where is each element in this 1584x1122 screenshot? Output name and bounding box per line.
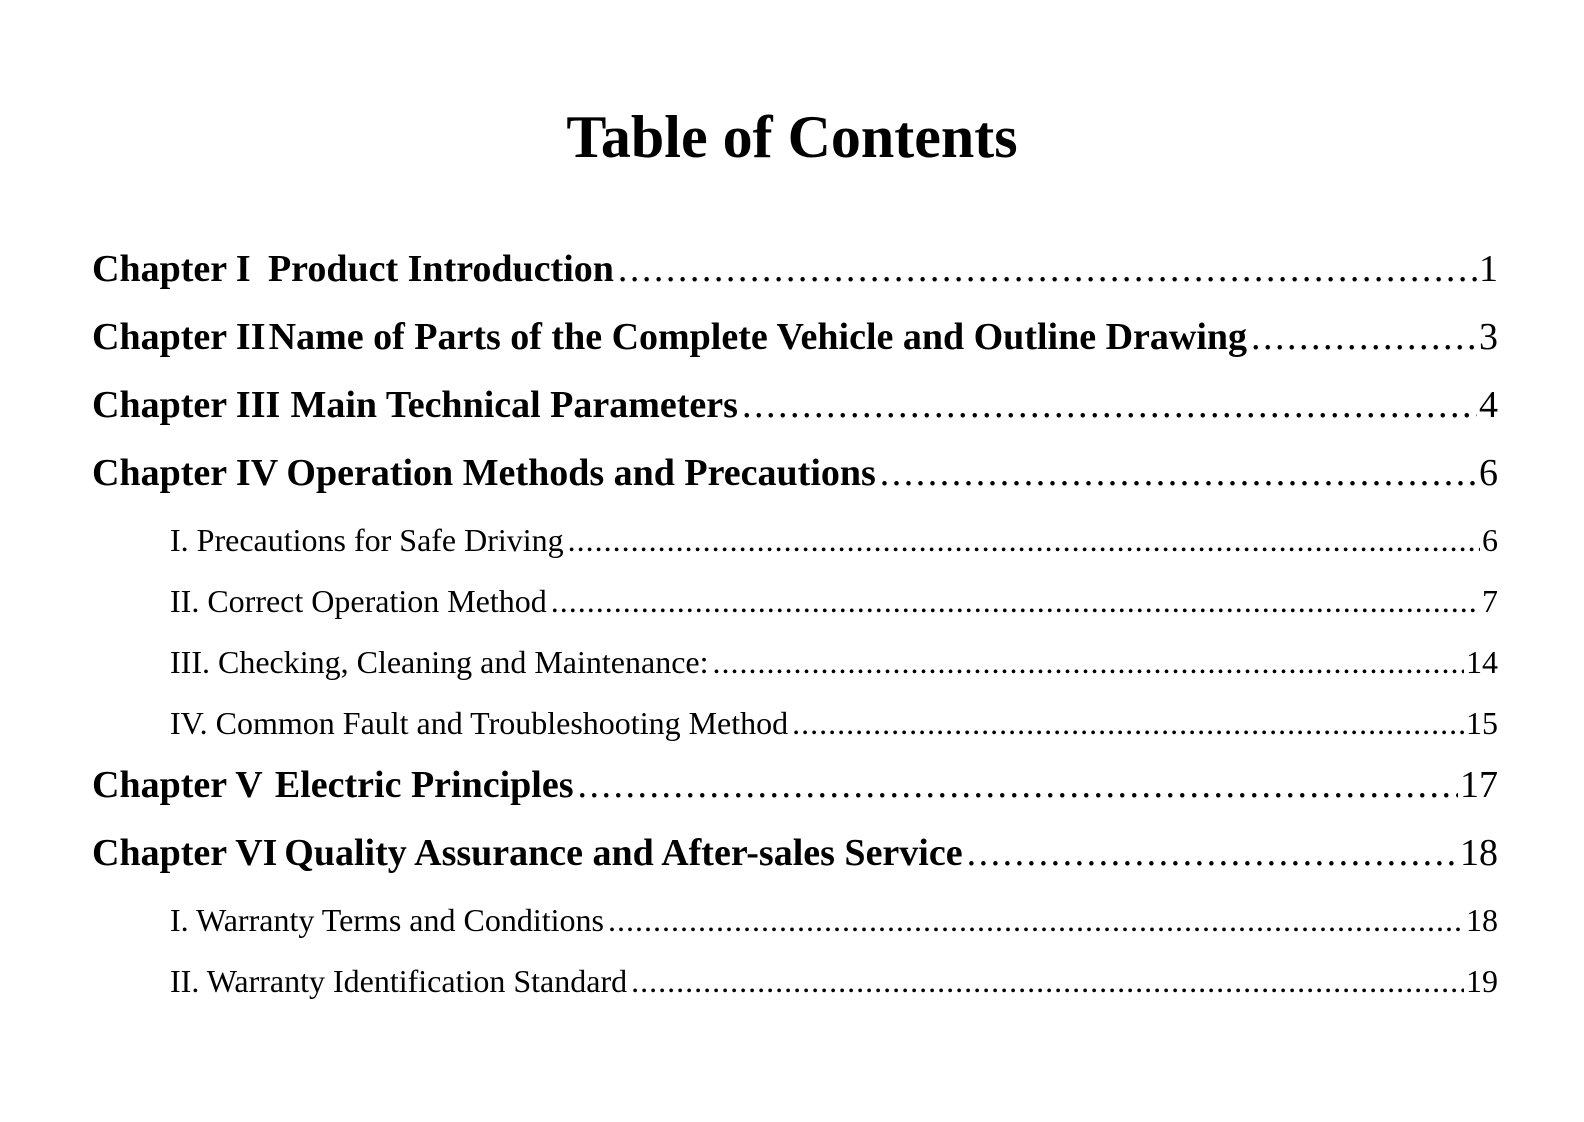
toc-section-4-4[interactable] [92, 693, 1498, 754]
dot-leader [742, 374, 1477, 436]
dot-leader [792, 693, 1464, 753]
chapter-title: Product Introduction [267, 248, 614, 290]
section-title: III. Checking, Cleaning and Maintenance: [170, 644, 709, 680]
chapter-label: Chapter I [92, 248, 251, 290]
page-number: 1 [1479, 248, 1498, 290]
section-title: IV. Common Fault and Troubleshooting Method [170, 705, 789, 741]
toc-chapter-5[interactable] [92, 754, 1498, 822]
section-title: II. Correct Operation Method [170, 583, 547, 619]
toc-section-6-2[interactable] [92, 951, 1498, 1012]
dot-leader [578, 754, 1459, 816]
page-number: 4 [1479, 384, 1498, 426]
dot-leader [551, 571, 1480, 631]
page-number: 18 [1466, 902, 1498, 938]
page-number: 7 [1482, 583, 1498, 619]
toc-section-4-3[interactable] [92, 632, 1498, 693]
dot-leader [608, 890, 1464, 950]
dot-leader [967, 822, 1458, 884]
section-title: II. Warranty Identification Standard [170, 963, 628, 999]
page-title: Table of Contents [566, 104, 1018, 170]
section-title: I. Precautions for Safe Driving [170, 522, 564, 558]
chapter-title: Name of Parts of the Complete Vehicle and Outline Drawing [268, 316, 1248, 358]
page-number: 6 [1482, 522, 1498, 558]
dot-leader [568, 510, 1480, 570]
toc-section-4-2[interactable] [92, 571, 1498, 632]
chapter-title: Main Technical Parameters [290, 384, 738, 426]
page-number: 17 [1460, 764, 1498, 806]
dot-leader [712, 632, 1464, 692]
chapter-title: Operation Methods and Precautions [286, 452, 876, 494]
toc-section-6-1[interactable] [92, 890, 1498, 951]
dot-leader [1251, 306, 1477, 368]
section-title: I. Warranty Terms and Conditions [170, 902, 604, 938]
chapter-label: Chapter V [92, 764, 263, 806]
toc-chapter-4[interactable] [92, 442, 1498, 510]
chapter-label: Chapter VI [92, 832, 278, 874]
dot-leader [880, 442, 1477, 504]
toc-chapter-3[interactable] [92, 374, 1498, 442]
chapter-title: Electric Principles [274, 764, 574, 806]
chapter-title: Quality Assurance and After-sales Service [284, 832, 963, 874]
dot-leader [618, 238, 1477, 300]
toc-chapter-1[interactable] [92, 238, 1498, 306]
chapter-label: Chapter II [92, 316, 266, 358]
page-number: 15 [1466, 705, 1498, 741]
page-number: 19 [1466, 963, 1498, 999]
page-number: 18 [1460, 832, 1498, 874]
toc-chapter-2[interactable] [92, 306, 1498, 374]
chapter-label: Chapter IV [92, 452, 279, 494]
chapter-label: Chapter III [92, 384, 281, 426]
toc-section-4-1[interactable] [92, 510, 1498, 571]
page-number: 6 [1479, 452, 1498, 494]
dot-leader [631, 951, 1464, 1011]
page-number: 3 [1479, 316, 1498, 358]
page-number: 14 [1466, 644, 1498, 680]
toc-chapter-6[interactable] [92, 822, 1498, 890]
toc-list [92, 238, 1498, 1012]
